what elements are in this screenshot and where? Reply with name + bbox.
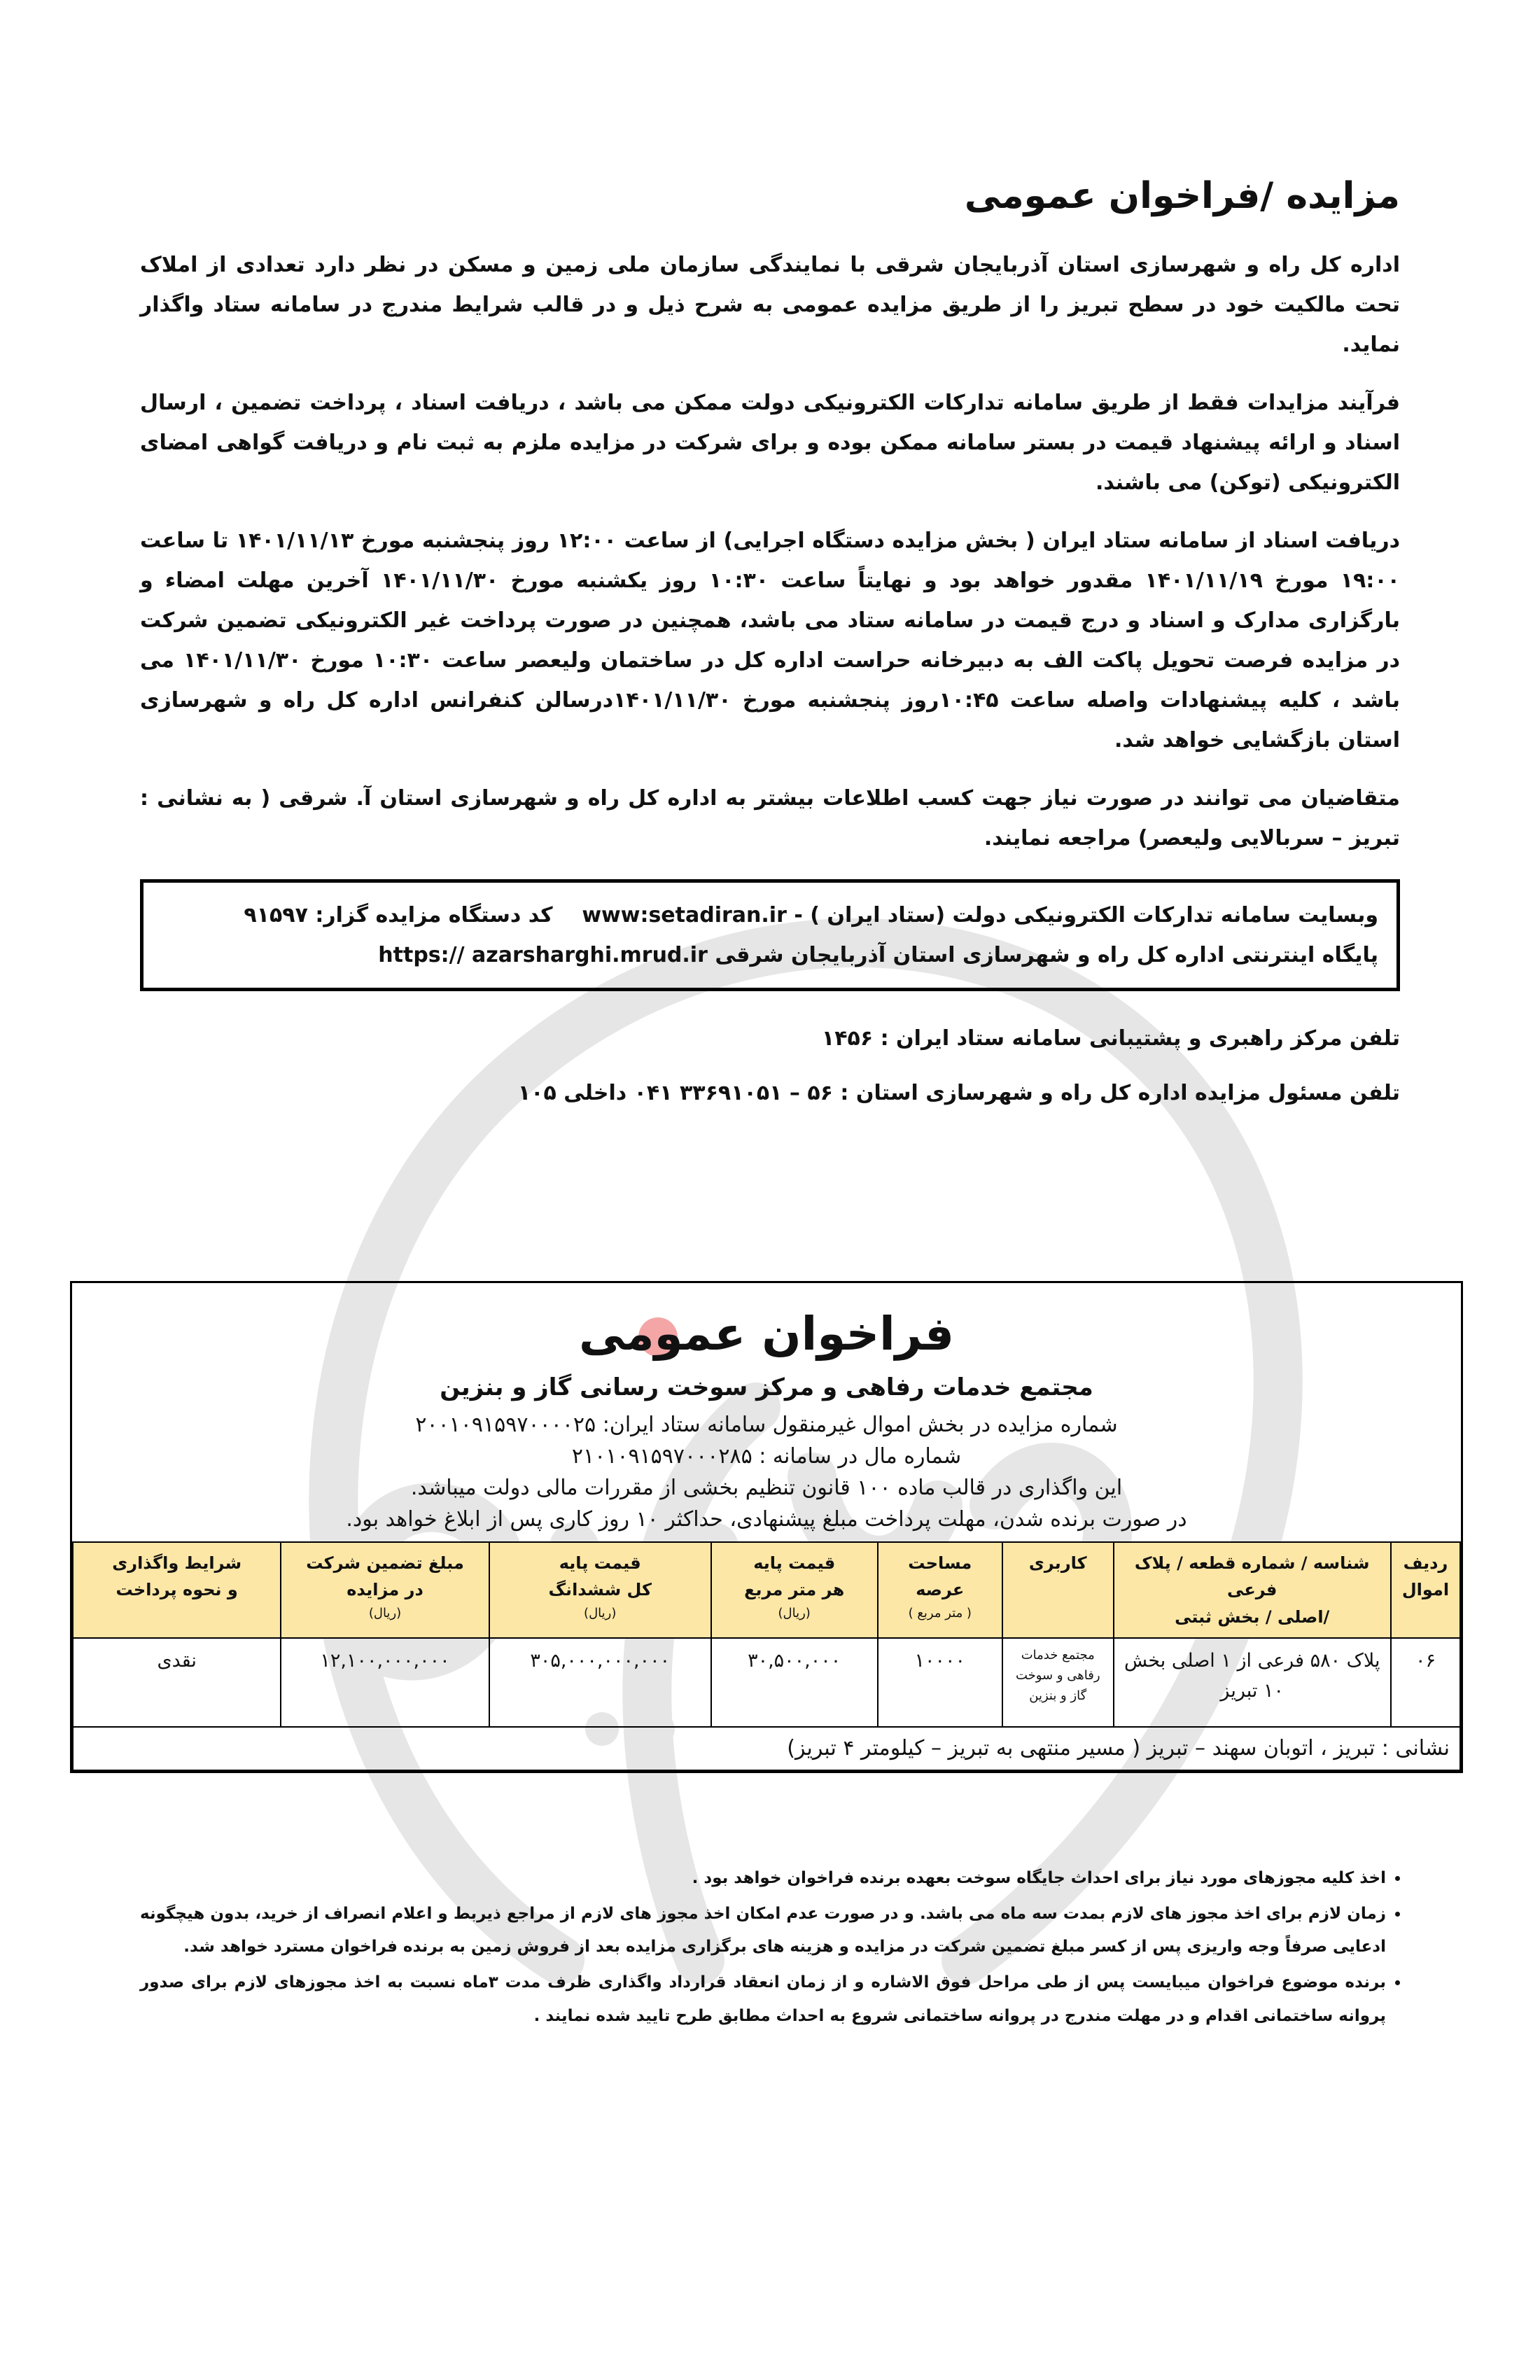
cell-guarantee: ۱۲,۱۰۰,۰۰۰,۰۰۰: [281, 1638, 489, 1727]
col-usage: کاربری: [1002, 1542, 1114, 1638]
org-code-label: کد دستگاه مزایده گزار:: [315, 903, 553, 927]
page-title: مزایده /فراخوان عمومی: [964, 175, 1400, 217]
cell-usage: مجتمع خدمات رفاهی و سوخت گاز و بنزین: [1002, 1638, 1114, 1727]
intro-paragraph: اداره کل راه و شهرسازی استان آذربایجان شرقی با نمایندگی سازمان ملی زمین و مسکن در نظر دارد تعدادی از املاک تحت مالکیت خود در سطح تبریز را از طریق مزایده عمومی به شرح ذیل و در قالب شرایط مندرج در سامانه ستاد واگذار نماید.: [140, 253, 1400, 357]
portal-link[interactable]: https:// azarsharghi.mrud.ir: [378, 943, 708, 967]
col-area: مساحت عرصه ( متر مربع ): [878, 1542, 1002, 1638]
support-phone: تلفن مرکز راهبری و پشتیبانی سامانه ستاد ایران : ۱۴۵۶: [821, 1026, 1400, 1051]
payment-deadline: در صورت برنده شدن، مهلت پرداخت مبلغ پیشنهادی، حداکثر ۱۰ روز کاری پس از ابلاغ خواهد بود.: [346, 1507, 1187, 1532]
assets-table: [72, 1541, 1461, 1771]
contact-paragraph: متقاضیان می توانند در صورت نیاز جهت کسب اطلاعات بیشتر به اداره کل راه و شهرسازی استان آ. شرقی ( به نشانی : تبریز – سربالایی ولیعصر) مراجعه نمایند.: [140, 786, 1400, 850]
legal-basis: این واگذاری در قالب ماده ۱۰۰ قانون تنظیم بخشی از مقررات مالی دولت میباشد.: [410, 1476, 1123, 1500]
cell-index: ۰۶: [1391, 1638, 1460, 1727]
notice-title: فراخوان عمومی: [578, 1307, 955, 1361]
setad-line: [162, 895, 1378, 935]
portal-label: پایگاه اینترنتی اداره کل راه و شهرسازی استان آذربایجان شرقی: [715, 943, 1378, 967]
col-plaque: شناسه / شماره قطعه / پلاک فرعی /اصلی / بخش ثبتی: [1114, 1542, 1391, 1638]
list-item: • زمان لازم برای اخذ مجوز های لازم بمدت سه ماه می باشد. و در صورت عدم امکان اخذ مجوز های لازم از مراجع ذیربط و اعلام انصراف از خرید، بدون هیچگونه ادعایی صرفاً وجه واریزی پس از کسر مبلغ تضمین شرکت در مزایده و هزینه های برگزاری مزایده بعد از فروش زمین به برنده فراخوان مسترد خواهد شد.: [140, 1898, 1386, 1963]
col-terms: شرایط واگذاری و نحوه پرداخت: [73, 1542, 281, 1638]
list-item: • اخذ کلیه مجوزهای مورد نیاز برای احداث جایگاه سوخت بعهده برنده فراخوان خواهد بود .: [140, 1862, 1386, 1895]
public-notice-box: [70, 1281, 1463, 1773]
list-item: • برنده موضوع فراخوان میبایست پس از طی مراحل فوق الاشاره و از زمان انعقاد قرارداد واگذاری ظرف مدت ۳ماه نسبت به اخذ مجوزهای لازم برای صدور پروانه ساختمانی اقدام و در مهلت مندرج در پروانه ساختمانی شروع به احداث مطابق طرح تایید شده نمایند .: [140, 1966, 1386, 2032]
cell-total-price: ۳۰۵,۰۰۰,۰۰۰,۰۰۰: [489, 1638, 711, 1727]
cell-terms: نقدی: [73, 1638, 281, 1727]
asset-number: شماره مال در سامانه : ۲۱۰۱۰۹۱۵۹۷۰۰۰۲۸۵: [571, 1444, 962, 1469]
col-guarantee: مبلغ تضمین شرکت در مزایده (ریال): [281, 1542, 489, 1638]
col-total-price: قیمت پایه کل ششدانگ (ریال): [489, 1542, 711, 1638]
table-row: [73, 1638, 1460, 1727]
cell-price-m2: ۳۰,۵۰۰,۰۰۰: [711, 1638, 878, 1727]
process-paragraph: فرآیند مزایدات فقط از طریق سامانه تدارکات الکترونیکی دولت ممکن می باشد ، دریافت اسناد ، پرداخت تضمین ، ارسال اسناد و ارائه پیشنهاد قیمت در بستر سامانه ممکن بوده و برای شرکت در مزایده ملزم به ثبت نام و دریافت گواهی امضای الکترونیکی (توکن) می باشند.: [140, 391, 1400, 495]
setad-label: وبسایت سامانه تدارکات الکترونیکی دولت (ستاد ایران ): [810, 903, 1378, 927]
schedule-paragraph: دریافت اسناد از سامانه ستاد ایران ( بخش مزایده دستگاه اجرایی) از ساعت ۱۲:۰۰ روز پنجشنبه مورخ ۱۴۰۱/۱۱/۱۳ تا ساعت ۱۹:۰۰ مورخ ۱۴۰۱/۱۱/۱۹ مقدور خواهد بود و نهایتاً ساعت ۱۰:۳۰ روز یکشنبه مورخ ۱۴۰۱/۱۱/۳۰ آخرین مهلت امضاء و بارگزاری مدارک و اسناد و درج قیمت در سامانه ستاد می باشد، همچنین در صورت پرداخت غیر الکترونیکی تضمین شرکت در مزایده فرصت تحویل پاکت الف به دبیرخانه حراست اداره کل در ساختمان ولیعصر ساعت ۱۰:۳۰ مورخ ۱۴۰۱/۱۱/۳۰ می باشد ، کلیه پیشنهادات واصله ساعت ۱۰:۴۵روز پنجشنبه مورخ ۱۴۰۱/۱۱/۳۰درسالن کنفرانس اداره کل راه و شهرسازی استان بازگشایی خواهد شد.: [140, 528, 1401, 752]
notes-list: [140, 1862, 1414, 2036]
setad-separator: -: [794, 903, 803, 927]
auction-number: شماره مزایده در بخش اموال غیرمنقول سامانه ستاد ایران: ۲۰۰۱۰۹۱۵۹۷۰۰۰۰۲۵: [415, 1413, 1118, 1437]
org-code-value: ۹۱۵۹۷: [244, 903, 308, 927]
setad-link[interactable]: www:setadiran.ir: [582, 903, 787, 927]
address-row: [73, 1727, 1460, 1770]
notice-subtitle: مجتمع خدمات رفاهی و مرکز سوخت رسانی گاز و بنزین: [440, 1373, 1093, 1401]
cell-area: ۱۰۰۰۰: [878, 1638, 1002, 1727]
portal-line: [162, 935, 1378, 975]
auction-phone: تلفن مسئول مزایده اداره کل راه و شهرسازی استان : ۵۶ – ۳۳۶۹۱۰۵۱ ۰۴۱ داخلی ۱۰۵: [517, 1081, 1400, 1105]
col-price-m2: قیمت پایه هر متر مربع (ریال): [711, 1542, 878, 1638]
col-index: ردیف اموال: [1391, 1542, 1460, 1638]
cell-plaque: پلاک ۵۸۰ فرعی از ۱ اصلی بخش ۱۰ تبریز: [1114, 1638, 1391, 1727]
info-box: [140, 879, 1400, 991]
table-header-row: [73, 1542, 1460, 1638]
cell-address: نشانی : تبریز ، اتوبان سهند – تبریز ( مسیر منتهی به تبریز – کیلومتر ۴ تبریز): [73, 1727, 1460, 1770]
